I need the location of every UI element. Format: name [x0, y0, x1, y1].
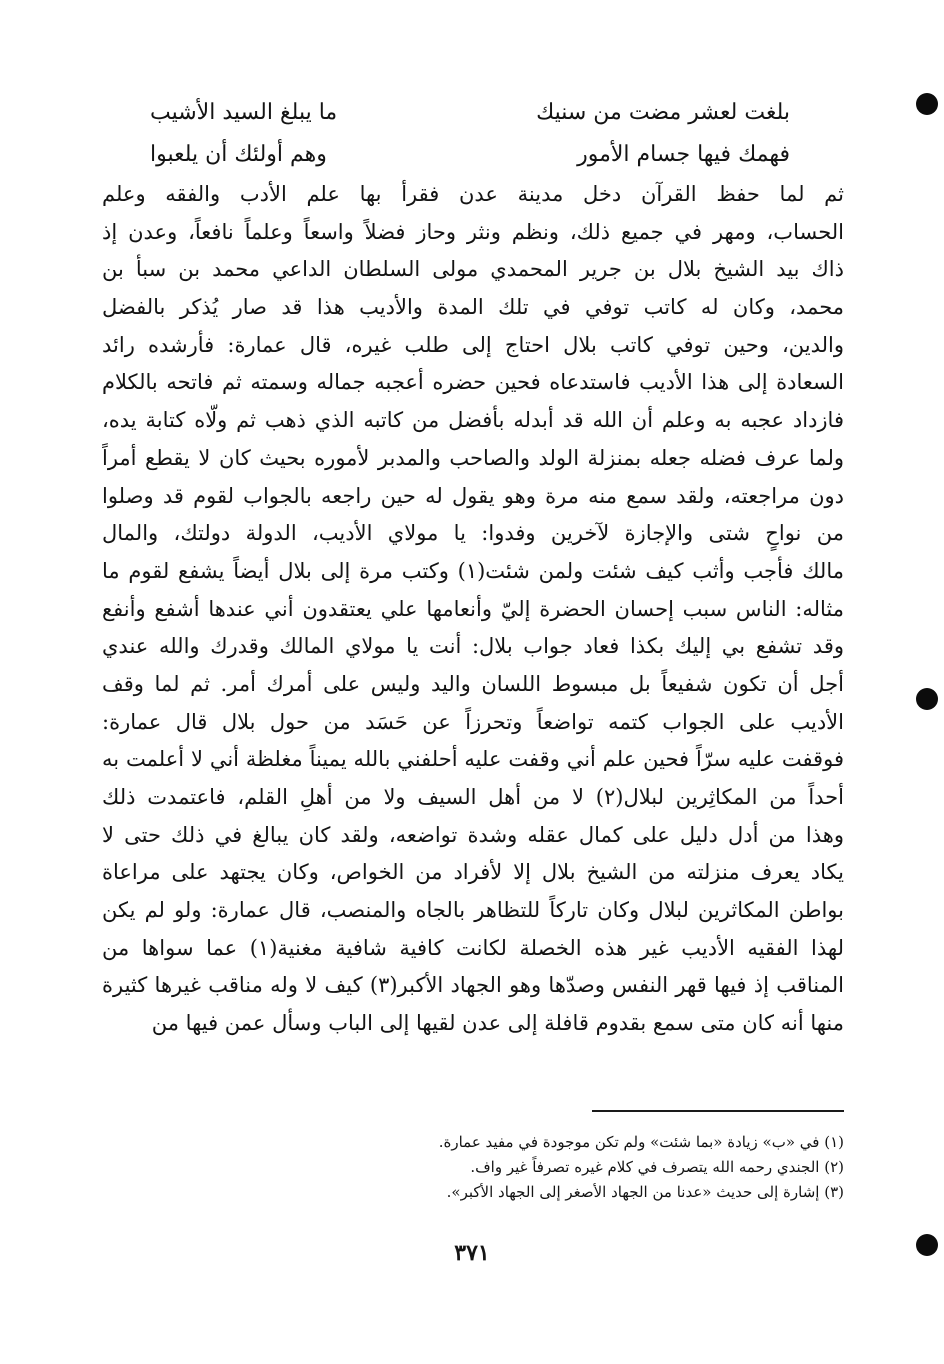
text-line: فوقفت عليه سرّاً فحين علم أني وقفت عليه أحلفني بالله يميناً مغلظة أني لا أعلمت به	[102, 747, 844, 772]
text-line: الأديب على الجواب كتمه تواضعاً وتحرزاً عن حَسَد من حول بلال قال عمارة:	[102, 709, 844, 734]
text-line: أجل أن تكون شفيعاً بل مبسوط اللسان واليد وليس على أمرك أمر. ثم لما وقف	[102, 671, 844, 696]
poem-verse	[150, 134, 790, 176]
text-line: فازداد عجبه به وعلم أن الله قد أبدله بأفضل من كاتبه الذي ذهب ثم ولّاه كتابة يده،	[102, 408, 844, 433]
text-line: وهذا من أدل دليل على كمال عقله وشدة تواضعه، ولقد كان يبالغ في ذلك حتى لا	[102, 822, 844, 847]
verse-left-hemistich: ما يبلغ السيد الأشيب	[150, 100, 338, 125]
footnote-separator	[592, 1110, 844, 1112]
binder-hole-middle	[916, 688, 938, 710]
page-number: ٣٧١	[454, 1240, 490, 1266]
text-line: الحساب، ومهر في جميع ذلك، ونظم ونثر وحاز فضلاً واسعاً وعلماً نافعاً، وعدن إذ	[102, 219, 844, 244]
text-line: ثم لما حفظ القرآن دخل مدينة عدن فقرأ بها علم الأدب والفقه وعلم	[102, 182, 844, 206]
text-line: لهذا الفقيه الأديب غير هذه الخصلة لكانت كافية شافية مغنية(١) عما سواها من	[102, 935, 844, 960]
main-text	[102, 176, 844, 1043]
verse-right-hemistich: فهمك فيها جسام الأمور	[577, 142, 790, 167]
text-line: مالك فأجب وأثب كيف شئت ولمن شئت(١) وكتب مرة إلى بلال أيضاً يشفع لقوم ما	[102, 558, 844, 583]
text-line: وقد تشفع بي إليك بكذا فعاد جواب بلال: أنت يا مولاي المالك وقدرك والله عندي	[102, 634, 844, 659]
binder-hole-bottom	[916, 1234, 938, 1256]
text-line: المناقب إذ فيها قهر النفس وصدّها وهو الجهاد الأكبر(٣) كيف لا وله مناقب غيرها كثيرة	[102, 973, 844, 998]
text-line: ذاك بيد الشيخ بلال بن جرير المحمدي مولى السلطان الداعي محمد بن سبأ بن	[102, 257, 844, 282]
footnotes	[300, 1130, 844, 1205]
text-line: السعادة إلى هذا الأديب فاستدعاه فحين حضره أعجبه جماله وسمته ثم فاتحه بالكلام	[102, 370, 844, 395]
text-line: بواطن المكاثرين لبلال وكان تاركاً للتظاهر بالجاه والمنصب، قال عمارة: ولو لم يكن	[102, 898, 844, 923]
verse-left-hemistich: وهم أولئك أن يلعبوا	[150, 142, 327, 167]
text-line: يكاد يعرف منزلته من الشيخ بلال إلا لأفراد من الخواص، وكان يجتهد على مراعاة	[102, 860, 844, 885]
poem-verse	[150, 92, 790, 134]
footnote: (٢) الجندي رحمه الله يتصرف في كلام غيره تصرفاً غير واف.	[470, 1158, 844, 1176]
footnote: (١) في «ب» زيادة «بما شئت» ولم تكن موجودة في مفيد عمارة.	[438, 1133, 844, 1151]
text-line: مثاله: الناس سبب إحسان الحضرة إليّ وأنعامها علي يعتقدون أني عندها أشفع وأنفع	[102, 596, 844, 621]
text-line: محمد، وكان له كاتب توفي في تلك المدة والأديب هذا قد صار يُذكر بالفضل	[102, 295, 844, 320]
binder-hole-top	[916, 93, 938, 115]
poem-verses	[150, 92, 790, 176]
text-line: من نواحٍ شتى والإجازة لآخرين وفدوا: يا مولاي الأديب، الدولة دولتك، والمال	[102, 521, 844, 546]
text-line: ولما عرف فضله جعله بمنزلة الولد والصاحب والمدبر لأموره بحيث كان لا يقطع أمراً	[102, 445, 844, 470]
text-line: والدين، وحين توفي كاتب بلال احتاج إلى طلب غيره، قال عمارة: فأرشده رائد	[102, 332, 844, 357]
text-line: دون مراجعته، ولقد سمع منه مرة وهو يقول له حين راجعه بالجواب لقوم قد وصلوا	[102, 483, 844, 508]
text-line: منها أنه كان متى سمع بقدوم قافلة إلى عدن لقيها إلى الباب وسأل عمن فيها من	[151, 1011, 844, 1036]
text-line: أحداً من المكاثِرين لبلال(٢) لا من أهل السيف ولا من أهلِ القلم، فاعتمدت ذلك	[102, 785, 844, 809]
verse-right-hemistich: بلغت لعشر مضت من سنيك	[536, 100, 790, 125]
footnote: (٣) إشارة إلى حديث «عدنا من الجهاد الأصغر إلى الجهاد الأكبر».	[446, 1183, 844, 1201]
